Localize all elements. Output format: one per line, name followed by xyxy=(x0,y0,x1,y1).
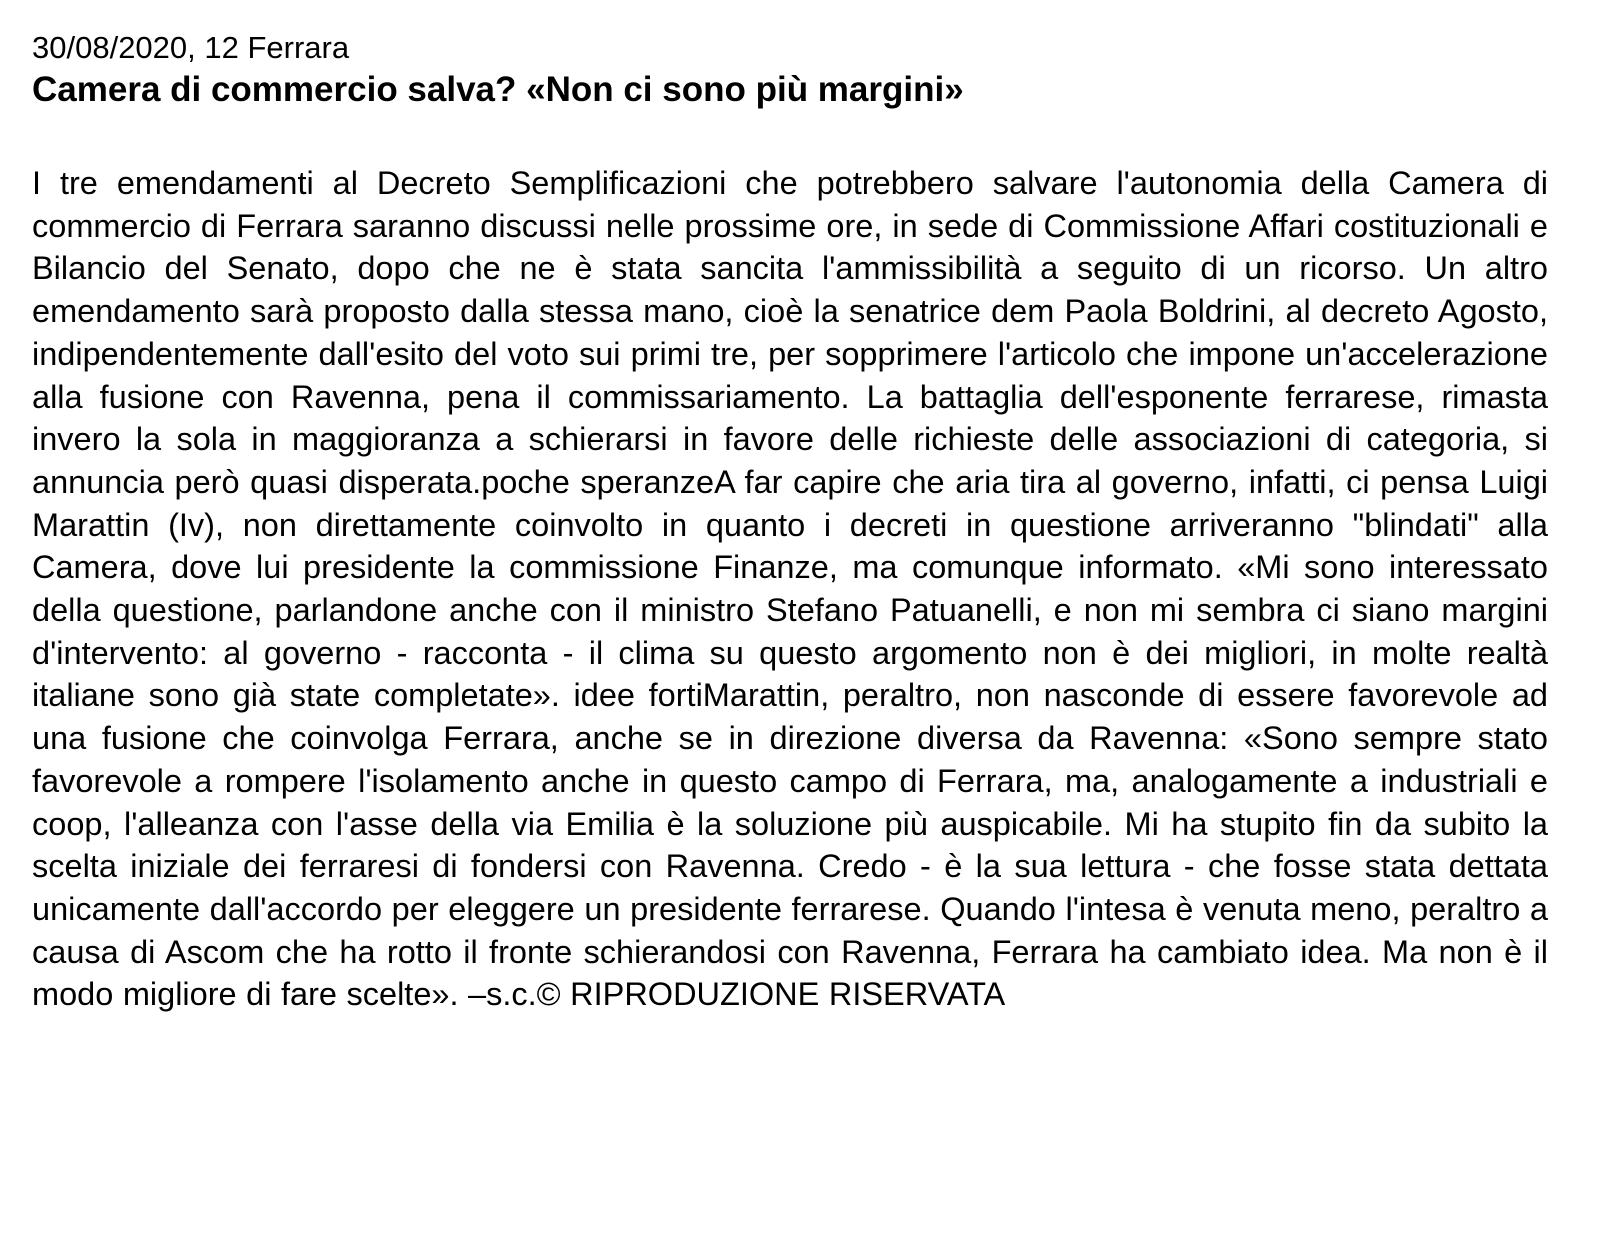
article-body: I tre emendamenti al Decreto Semplificazioni che potrebbero salvare l'autonomia della Camera di commercio di Ferrara saranno discussi nelle prossime ore, in sede di Commissione Affari costituzionali e Bilancio del Senato, dopo che ne è stata sancita l'ammissibilità a seguito di un ricorso. Un altro emendamento sarà proposto dalla stessa mano, cioè la senatrice dem Paola Boldrini, al decreto Agosto, indipendentemente dall'esito del voto sui primi tre, per sopprimere l'articolo che impone un'accelerazione alla fusione con Ravenna, pena il commissariamento. La battaglia dell'esponente ferrarese, rimasta invero la sola in maggioranza a schierarsi in favore delle richieste delle associazioni di categoria, si annuncia però quasi disperata.poche speranzeA far capire che aria tira al governo, infatti, ci pensa Luigi Marattin (Iv), non direttamente coinvolto in quanto i decreti in questione arriveranno "blindati" alla Camera, dove lui presidente la commissione Finanze, ma comunque informato. «Mi sono interessato della questione, parlandone anche con il ministro Stefano Patuanelli, e non mi sembra ci siano margini d'intervento: al governo - racconta - il clima su questo argomento non è dei migliori, in molte realtà italiane sono già state completate». idee fortiMarattin, peraltro, non nasconde di essere favorevole ad una fusione che coinvolga Ferrara, anche se in direzione diversa da Ravenna: «Sono sempre stato favorevole a rompere l'isolamento anche in questo campo di Ferrara, ma, analogamente a industriali e coop, l'alleanza con l'asse della via Emilia è la soluzione più auspicabile. Mi ha stupito fin da subito la scelta iniziale dei ferraresi di fondersi con Ravenna. Credo - è la sua lettura - che fosse stata dettata unicamente dall'accordo per eleggere un presidente ferrarese. Quando l'intesa è venuta meno, peraltro a causa di Ascom che ha rotto il fronte schierandosi con Ravenna, Ferrara ha cambiato idea. Ma non è il modo migliore di fare scelte». –s.c.© RIPRODUZIONE RISERVATA xyxy=(32,165,1548,1013)
article-headline: Camera di commercio salva? «Non ci sono più margini» xyxy=(32,70,964,109)
article xyxy=(32,28,1548,1016)
article-dateline: 30/08/2020, 12 Ferrara xyxy=(32,30,350,65)
